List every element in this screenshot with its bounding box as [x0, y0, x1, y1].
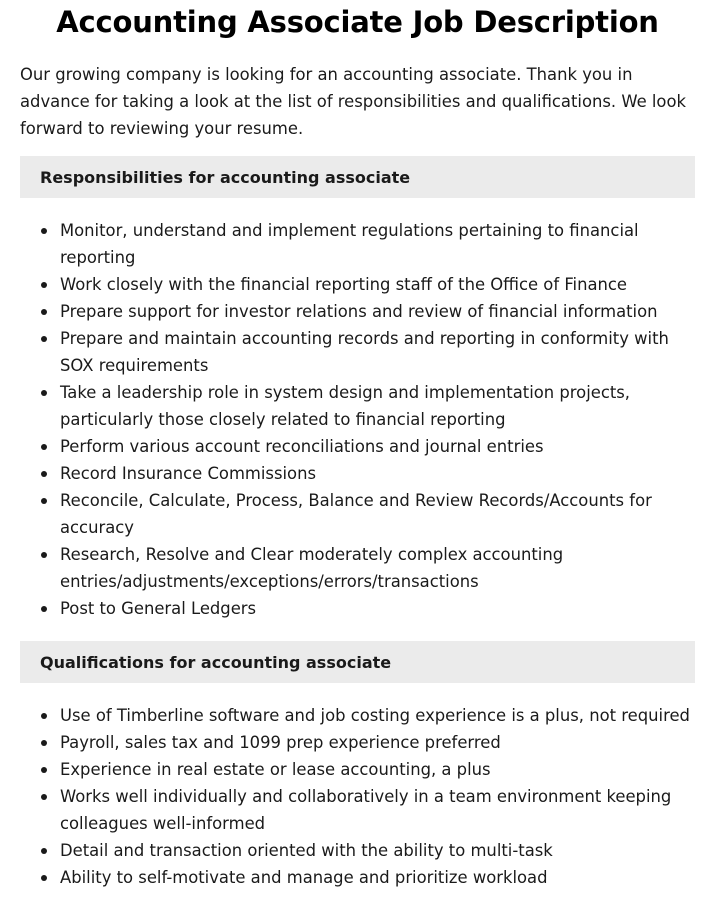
- list-item: Reconcile, Calculate, Process, Balance and Review Records/Accounts for accuracy: [60, 487, 700, 541]
- qualifications-list: [20, 702, 700, 891]
- qualifications-heading: Qualifications for accounting associate: [40, 652, 392, 672]
- list-item: Payroll, sales tax and 1099 prep experience preferred: [60, 729, 700, 756]
- list-item: Prepare support for investor relations and review of financial information: [60, 298, 700, 325]
- list-item: Record Insurance Commissions: [60, 460, 700, 487]
- intro-paragraph: Our growing company is looking for an accounting associate. Thank you in advance for taking a look at the list of responsibilities and qualifications. We look forward to reviewing your resume.: [20, 65, 686, 138]
- list-item: Work closely with the financial reporting staff of the Office of Finance: [60, 271, 700, 298]
- list-item: Perform various account reconciliations and journal entries: [60, 433, 700, 460]
- list-item: Detail and transaction oriented with the ability to multi-task: [60, 837, 700, 864]
- responsibilities-header: [20, 156, 695, 198]
- responsibilities-heading: Responsibilities for accounting associate: [40, 167, 411, 187]
- page-title: Accounting Associate Job Description: [56, 5, 659, 39]
- responsibilities-list: [20, 217, 700, 622]
- list-item: Experience in real estate or lease accounting, a plus: [60, 756, 700, 783]
- list-item: Take a leadership role in system design and implementation projects, particularly those closely related to financial reporting: [60, 379, 700, 433]
- list-item: Ability to self-motivate and manage and prioritize workload: [60, 864, 700, 891]
- list-item: Use of Timberline software and job costing experience is a plus, not required: [60, 702, 700, 729]
- list-item: Post to General Ledgers: [60, 595, 700, 622]
- qualifications-header: [20, 641, 695, 683]
- list-item: Works well individually and collaboratively in a team environment keeping colleagues well-informed: [60, 783, 700, 837]
- list-item: Prepare and maintain accounting records and reporting in conformity with SOX requirements: [60, 325, 700, 379]
- list-item: Monitor, understand and implement regulations pertaining to financial reporting: [60, 217, 700, 271]
- list-item: Research, Resolve and Clear moderately complex accounting entries/adjustments/exceptions/errors/transactions: [60, 541, 700, 595]
